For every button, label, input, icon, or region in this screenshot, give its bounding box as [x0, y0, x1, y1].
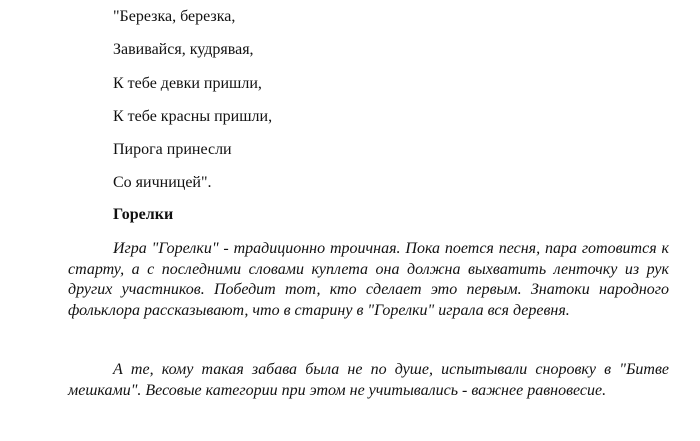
poem-line-4: К тебе красны пришли, [113, 108, 273, 125]
poem-line-5: Пирога принесли [113, 141, 232, 158]
poem-line-2: Завивайся, кудрявая, [113, 41, 254, 58]
paragraph-2: А те, кому такая забава была не по душе, испытывали сноровку в "Битве мешками". Весовые категории при этом не учитывались - важнее равновесие. [68, 361, 669, 399]
poem-line-1: "Березка, березка, [113, 8, 236, 25]
section-heading: Горелки [113, 206, 174, 223]
poem-line-6: Со яичницей". [113, 174, 212, 191]
paragraph-1: Игра "Горелки" - традиционно троичная. Пока поется песня, пара готовится к старту, а с последними словами куплета она должна выхватить ленточку из рук других участников. Победит тот, кто сделает это первым. Знатоки народного фольклора рассказывают, что в старину в "Горелки" играла вся деревня. [68, 240, 669, 319]
poem-line-3: К тебе девки пришли, [113, 75, 262, 92]
